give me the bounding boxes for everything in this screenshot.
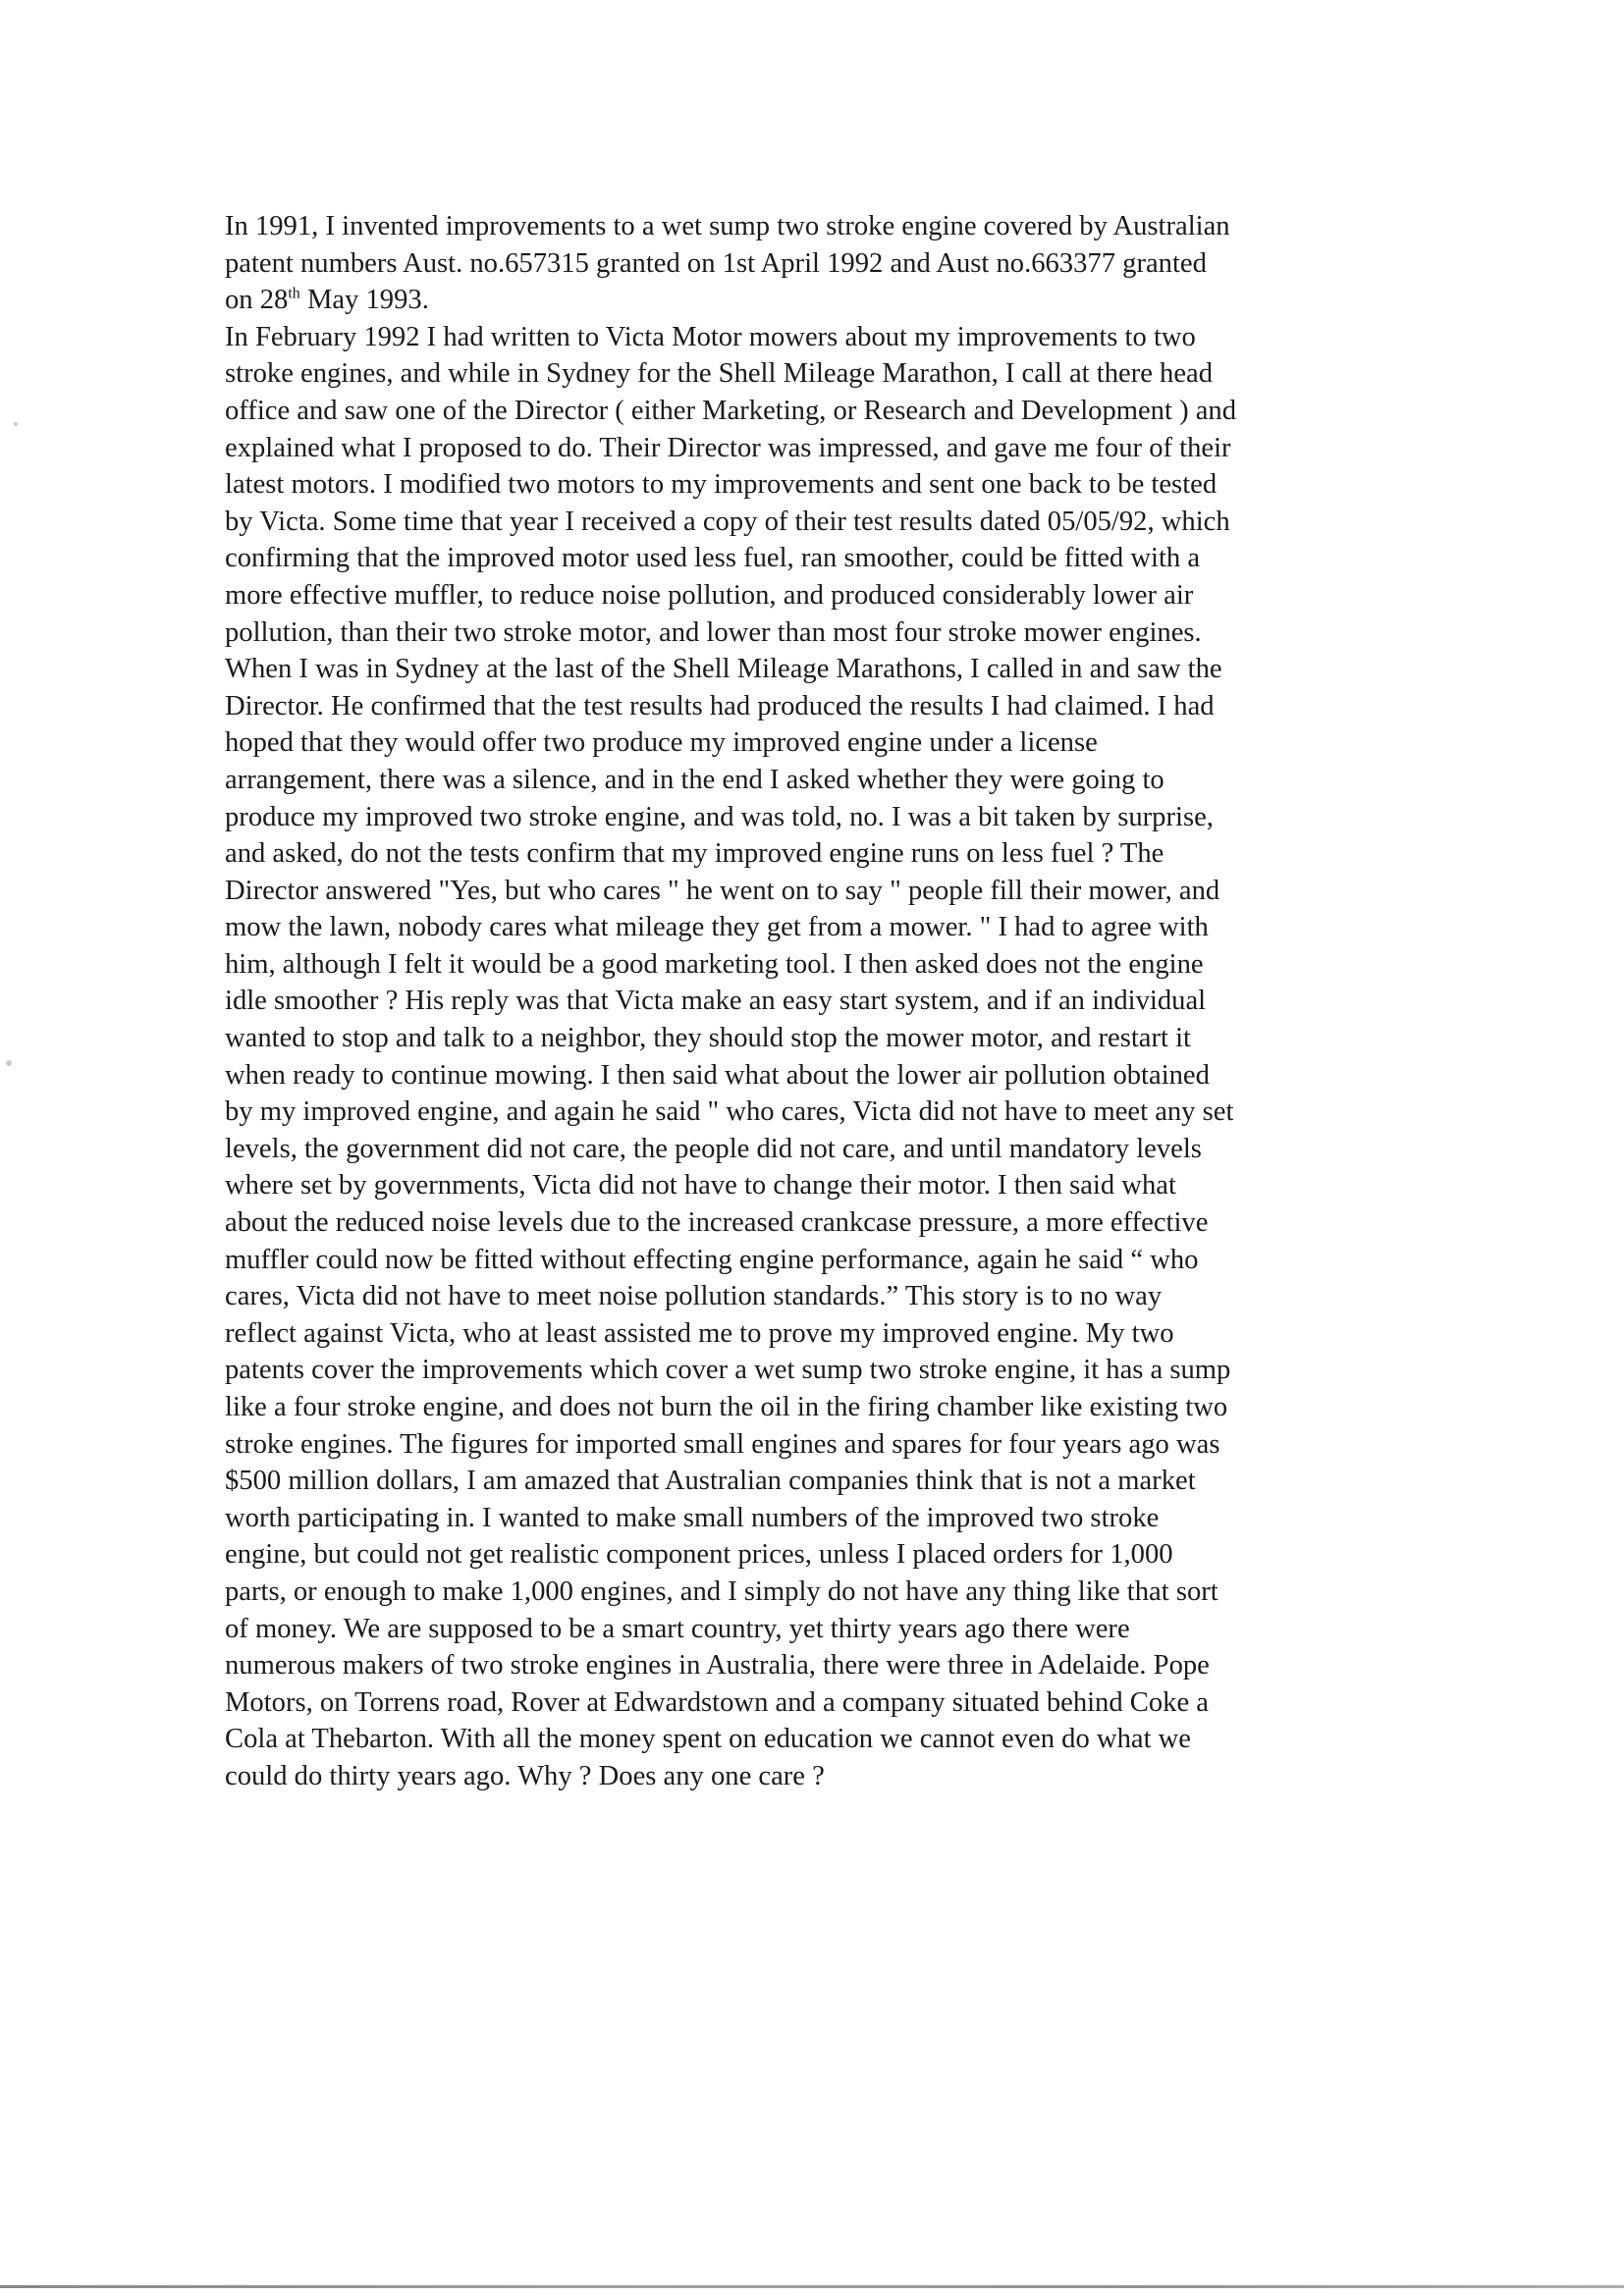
text-line [225,1758,1403,1795]
text-line [225,1094,1403,1131]
text-line [225,799,1403,836]
text-segment: Motors, on Torrens road, Rover at Edwardstown and a company situated behind Coke a [225,1686,1209,1718]
text-line [225,762,1403,799]
text-line [225,1463,1403,1500]
text-segment: produce my improved two stroke engine, and was told, no. I was a bit taken by surprise, [225,801,1214,832]
text-line [225,1057,1403,1095]
text-line [225,1167,1403,1204]
text-line [225,614,1403,652]
text-segment: May 1993. [299,285,429,316]
text-line [225,1684,1403,1722]
text-line [225,1204,1403,1242]
text-segment: patent numbers Aust. no.657315 granted on 1st April 1992 and Aust no.663377 granted [225,247,1207,279]
text-segment: muffler could now be fitted without effecting engine performance, again he said “ who [225,1244,1199,1275]
text-line [225,946,1403,984]
text-segment: worth participating in. I wanted to make small numbers of the improved two stroke [225,1502,1160,1533]
text-line [225,909,1403,946]
text-line [225,208,1403,245]
text-line [225,724,1403,762]
text-segment: hoped that they would offer two produce my improved engine under a license [225,727,1098,759]
text-line [225,1389,1403,1426]
text-line [225,393,1403,430]
text-segment: When I was in Sydney at the last of the Shell Mileage Marathons, I called in and saw the [225,654,1222,685]
text-line [225,1352,1403,1389]
text-line [225,1500,1403,1537]
text-line [225,577,1403,614]
text-segment: wanted to stop and talk to a neighbor, they should stop the mower motor, and restart it [225,1023,1191,1054]
text-segment: office and saw one of the Director ( either Marketing, or Research and Development ) and [225,395,1237,426]
text-line [225,983,1403,1020]
letter-body [225,208,1403,1795]
text-line [225,1315,1403,1353]
text-segment: pollution, than their two stroke motor, and lower than most four stroke mower engines. [225,616,1202,648]
text-segment: and asked, do not the tests confirm that my improved engine runs on less fuel ? The [225,838,1164,870]
text-segment: explained what I proposed to do. Their Director was impressed, and gave me four of their [225,432,1231,463]
text-line [225,245,1403,283]
text-segment: reflect against Victa, who at least assisted me to prove my improved engine. My two [225,1317,1174,1349]
text-segment: confirming that the improved motor used less fuel, ran smoother, could be fitted with a [225,543,1201,574]
text-line [225,1536,1403,1574]
text-line [225,504,1403,541]
text-line [225,466,1403,504]
text-segment: latest motors. I modified two motors to my improvements and sent one back to be tested [225,469,1218,501]
text-segment: numerous makers of two stroke engines in Australia, there were three in Adelaide. Pope [225,1650,1210,1682]
scan-bottom-edge [0,2285,1624,2288]
text-segment: Cola at Thebarton. With all the money spent on education we cannot even do what we [225,1724,1191,1755]
text-segment: Director. He confirmed that the test results had produced the results I had claimed. I had [225,690,1215,721]
text-line [225,651,1403,688]
text-segment: stroke engines, and while in Sydney for the Shell Mileage Marathon, I call at there head [225,358,1214,390]
text-segment: by Victa. Some time that year I received a copy of their test results dated 05/05/92, which [225,506,1230,537]
text-line [225,1020,1403,1057]
text-segment: In 1991, I invented improvements to a wet sump two stroke engine covered by Australian [225,211,1230,241]
scan-speck [14,422,18,426]
text-segment: mow the lawn, nobody cares what mileage they get from a mower. " I had to agree with [225,912,1209,943]
text-segment: arrangement, there was a silence, and in the end I asked whether they were going to [225,764,1164,795]
text-line [225,355,1403,393]
text-segment: parts, or enough to make 1,000 engines, and I simply do not have any thing like that sort [225,1575,1218,1607]
text-segment: like a four stroke engine, and does not burn the oil in the firing chamber like existing two [225,1392,1228,1422]
text-line [225,430,1403,467]
text-line [225,319,1403,356]
text-line [225,540,1403,577]
text-line [225,1721,1403,1758]
text-segment: him, although I felt it would be a good marketing tool. I then asked does not the engine [225,948,1204,980]
text-line [225,688,1403,725]
text-line [225,1278,1403,1315]
text-segment: on 28 [225,285,289,316]
text-line [225,835,1403,873]
text-line [225,1426,1403,1464]
text-segment: engine, but could not get realistic component prices, unless I placed orders for 1,000 [225,1539,1173,1571]
text-segment: Director answered "Yes, but who cares " he went on to say " people fill their mower, and [225,875,1220,906]
text-segment: idle smoother ? His reply was that Victa make an easy start system, and if an individual [225,986,1207,1017]
text-segment: patents cover the improvements which cover a wet sump two stroke engine, it has a sump [225,1355,1231,1386]
text-line [225,1131,1403,1168]
text-line [225,282,1403,319]
ordinal-superscript: th [288,285,300,302]
text-segment: by my improved engine, and again he said " who cares, Victa did not have to meet any set [225,1096,1234,1128]
text-segment: In February 1992 I had written to Victa Motor mowers about my improvements to two [225,321,1196,352]
text-segment: $500 million dollars, I am amazed that Australian companies think that is not a market [225,1466,1196,1497]
text-line [225,1647,1403,1684]
text-segment: could do thirty years ago. Why ? Does any one care ? [225,1760,825,1791]
text-segment: of money. We are supposed to be a smart country, yet thirty years ago there were [225,1613,1130,1644]
text-line [225,1611,1403,1648]
text-line [225,1574,1403,1611]
text-line [225,1242,1403,1279]
text-segment: cares, Victa did not have to meet noise pollution standards.” This story is to no way [225,1281,1163,1312]
scan-speck [6,1060,12,1066]
text-segment: where set by governments, Victa did not have to change their motor. I then said what [225,1170,1176,1201]
text-segment: stroke engines. The figures for imported small engines and spares for four years ago was [225,1428,1220,1460]
text-segment: more effective muffler, to reduce noise pollution, and produced considerably lower air [225,579,1194,611]
text-line [225,873,1403,910]
text-segment: levels, the government did not care, the people did not care, and until mandatory levels [225,1133,1202,1164]
text-segment: when ready to continue mowing. I then said what about the lower air pollution obtained [225,1059,1210,1091]
text-segment: about the reduced noise levels due to the increased crankcase pressure, a more effective [225,1207,1209,1239]
